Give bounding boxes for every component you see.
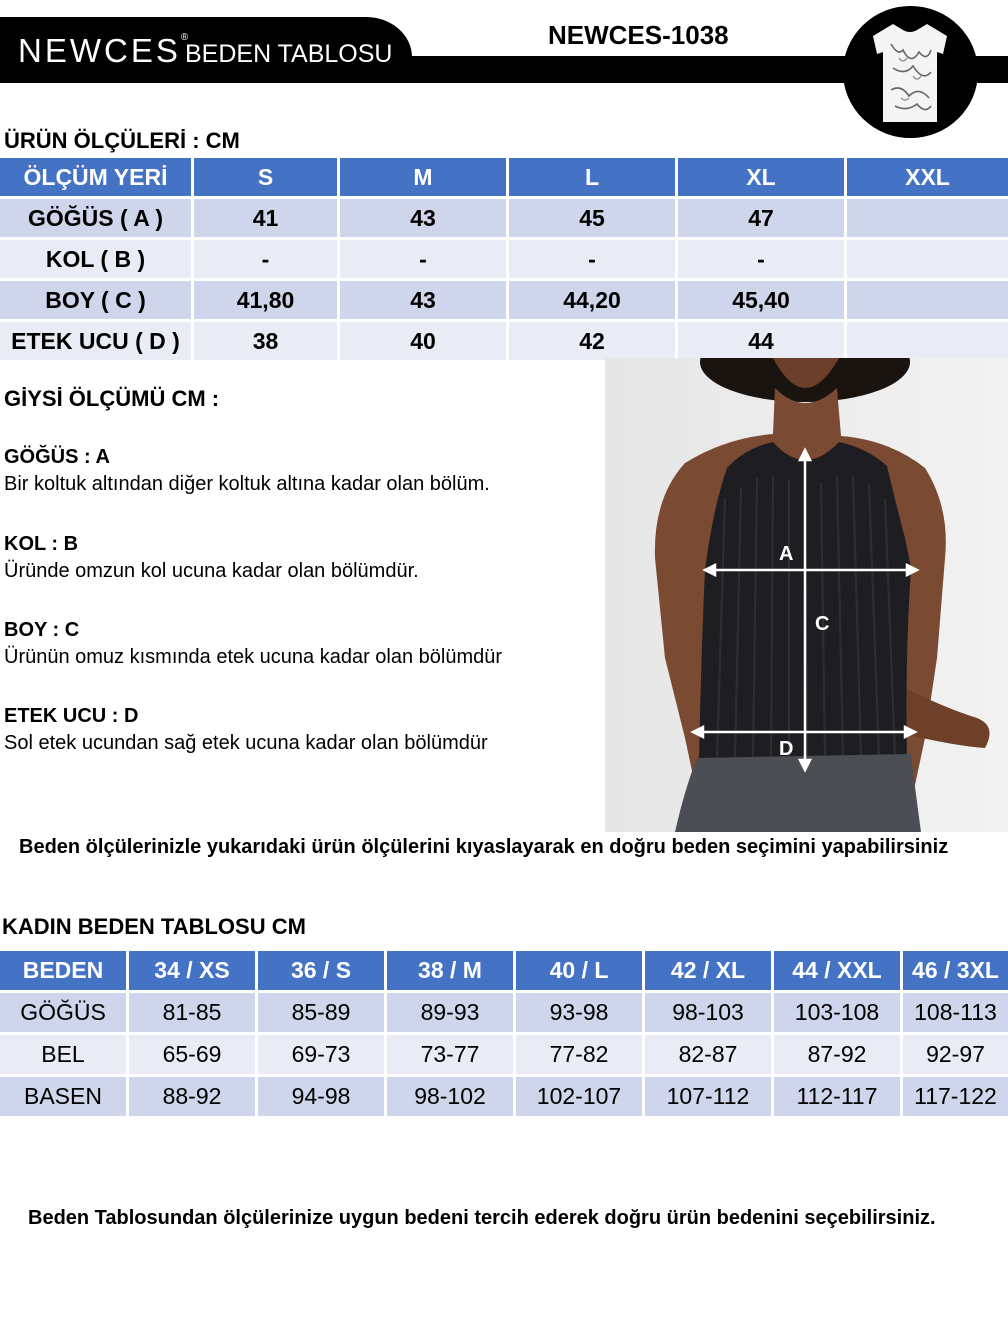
table-cell: 102-107 [516, 1077, 642, 1116]
header-cell: ÖLÇÜM YERİ [0, 158, 191, 196]
header-cell: 46 / 3XL [903, 951, 1008, 990]
table-cell: 41,80 [194, 281, 337, 319]
header-cell: 44 / XXL [774, 951, 900, 990]
table-cell: - [509, 240, 675, 278]
table-cell: 44 [678, 322, 844, 360]
table-row [0, 1035, 1008, 1074]
table-cell: 89-93 [387, 993, 513, 1032]
header-cell: 34 / XS [129, 951, 255, 990]
table-cell: 98-103 [645, 993, 771, 1032]
guide-desc: Üründe omzun kol ucuna kadar olan bölümdür. [4, 560, 419, 582]
table-cell: 88-92 [129, 1077, 255, 1116]
product-measurements-table [0, 155, 1008, 363]
guide-desc: Ürünün omuz kısmında etek ucuna kadar olan bölümdür [4, 646, 503, 668]
arrow-label-c: C [815, 613, 830, 635]
table-row [0, 199, 1008, 237]
guide-label: BOY : C [4, 619, 80, 641]
table-cell: 81-85 [129, 993, 255, 1032]
row-label: ETEK UCU ( D ) [0, 322, 191, 360]
header-cell: XXL [847, 158, 1008, 196]
table-cell: 98-102 [387, 1077, 513, 1116]
table-cell: 94-98 [258, 1077, 384, 1116]
model-photo [605, 358, 1008, 832]
table-cell: 107-112 [645, 1077, 771, 1116]
header-cell: XL [678, 158, 844, 196]
header-cell: 38 / M [387, 951, 513, 990]
table-cell: 103-108 [774, 993, 900, 1032]
table-cell: 45,40 [678, 281, 844, 319]
table-cell: 40 [340, 322, 506, 360]
table-cell: 38 [194, 322, 337, 360]
table-row [0, 281, 1008, 319]
brand-logo: NEWCES® [18, 32, 189, 69]
page-title: BEDEN TABLOSU [185, 40, 393, 68]
table-cell: 45 [509, 199, 675, 237]
header-cell: 36 / S [258, 951, 384, 990]
table-cell [847, 240, 1008, 278]
garment-guide-title: GİYSİ ÖLÇÜMÜ CM : [4, 386, 220, 411]
product-thumbnail [843, 6, 978, 138]
table-row [0, 322, 1008, 360]
guide-label: GÖĞÜS : A [4, 446, 110, 468]
row-label: GÖĞÜS ( A ) [0, 199, 191, 237]
table-cell: - [340, 240, 506, 278]
table-cell: 112-117 [774, 1077, 900, 1116]
size-selection-note: Beden Tablosundan ölçülerinize uygun bedeni tercih ederek doğru ürün bedenini seçebilirsiniz. [28, 1207, 936, 1229]
guide-label: ETEK UCU : D [4, 705, 139, 727]
guide-item-sleeve [4, 533, 419, 583]
row-label: KOL ( B ) [0, 240, 191, 278]
table-cell: 43 [340, 281, 506, 319]
table-cell [847, 199, 1008, 237]
guide-desc: Bir koltuk altından diğer koltuk altına kadar olan bölüm. [4, 473, 490, 495]
table-cell: 93-98 [516, 993, 642, 1032]
header-cell: S [194, 158, 337, 196]
table-cell: 77-82 [516, 1035, 642, 1074]
table-cell: 87-92 [774, 1035, 900, 1074]
header-cell: M [340, 158, 506, 196]
table-cell: 65-69 [129, 1035, 255, 1074]
table-cell: 42 [509, 322, 675, 360]
guide-desc: Sol etek ucundan sağ etek ucuna kadar olan bölümdür [4, 732, 488, 754]
table-cell: - [194, 240, 337, 278]
women-size-table [0, 948, 1008, 1119]
table-row [0, 240, 1008, 278]
header-cell: L [509, 158, 675, 196]
table-cell: 85-89 [258, 993, 384, 1032]
row-label: BOY ( C ) [0, 281, 191, 319]
product-code: NEWCES-1038 [548, 20, 729, 50]
table-cell: 43 [340, 199, 506, 237]
table-cell: - [678, 240, 844, 278]
table-row [0, 1077, 1008, 1116]
table-cell: 47 [678, 199, 844, 237]
arrow-label-a: A [779, 543, 794, 565]
header-cell: 42 / XL [645, 951, 771, 990]
table-cell: 41 [194, 199, 337, 237]
guide-item-hem [4, 705, 488, 755]
table-cell [847, 281, 1008, 319]
table-cell: 44,20 [509, 281, 675, 319]
row-label: BEL [0, 1035, 126, 1074]
table-cell [847, 322, 1008, 360]
table-cell: 92-97 [903, 1035, 1008, 1074]
women-size-title: KADIN BEDEN TABLOSU CM [2, 914, 306, 939]
product-measurements-title: ÜRÜN ÖLÇÜLERİ : CM [4, 128, 240, 153]
table-cell: 117-122 [903, 1077, 1008, 1116]
table-header-row [0, 158, 1008, 196]
guide-item-chest [4, 446, 490, 496]
table-cell: 82-87 [645, 1035, 771, 1074]
table-row [0, 993, 1008, 1032]
guide-item-length [4, 619, 502, 669]
guide-label: KOL : B [4, 533, 79, 555]
table-cell: 69-73 [258, 1035, 384, 1074]
table-header-row [0, 951, 1008, 990]
row-label: GÖĞÜS [0, 993, 126, 1032]
header-cell: 40 / L [516, 951, 642, 990]
table-cell: 73-77 [387, 1035, 513, 1074]
size-comparison-note: Beden ölçülerinizle yukarıdaki ürün ölçülerini kıyaslayarak en doğru beden seçimini yapabilirsiniz [19, 836, 949, 858]
table-cell: 108-113 [903, 993, 1008, 1032]
arrow-label-d: D [779, 738, 794, 760]
header-cell: BEDEN [0, 951, 126, 990]
row-label: BASEN [0, 1077, 126, 1116]
